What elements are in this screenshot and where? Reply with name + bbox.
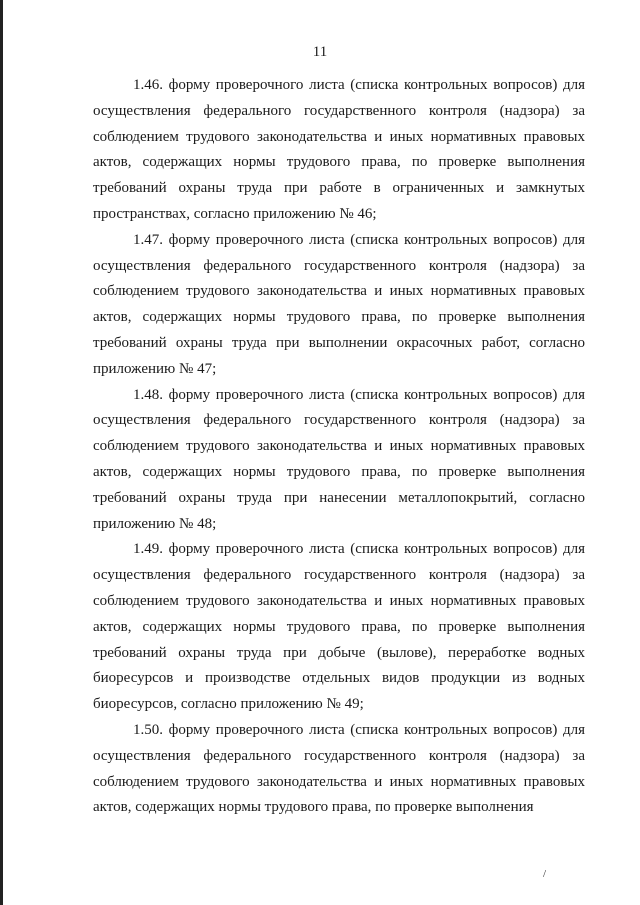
scan-edge: [0, 0, 3, 905]
paragraph-1-50: 1.50. форму проверочного листа (списка контрольных вопросов) для осуществления федерального государственного контроля (надзора) за соблюдением трудового законодательства и иных нормативных правовых актов, содержащих нормы трудового права, по проверке выполнения: [93, 721, 585, 816]
document-body: [93, 73, 585, 821]
paragraph-1-48: 1.48. форму проверочного листа (списка контрольных вопросов) для осуществления федерального государственного контроля (надзора) за соблюдением трудового законодательства и иных нормативных правовых актов, содержащих нормы трудового права, по проверке выполнения требований охраны труда при нанесении металлопокрытий, согласно приложению № 48;: [93, 386, 585, 532]
paragraph-1-47: 1.47. форму проверочного листа (списка контрольных вопросов) для осуществления федерального государственного контроля (надзора) за соблюдением трудового законодательства и иных нормативных правовых актов, содержащих нормы трудового права, по проверке выполнения требований охраны труда при выполнении окрасочных работ, согласно приложению № 47;: [93, 231, 585, 377]
page-number: 11: [312, 44, 328, 60]
corner-mark: /: [543, 868, 547, 880]
paragraph-1-49: 1.49. форму проверочного листа (списка контрольных вопросов) для осуществления федерального государственного контроля (надзора) за соблюдением трудового законодательства и иных нормативных правовых актов, содержащих нормы трудового права, по проверке выполнения требований охраны труда при добыче (вылове), переработке водных биоресурсов и производстве отдельных видов продукции из водных биоресурсов, согласно приложению № 49;: [93, 541, 585, 713]
paragraph-1-46: 1.46. форму проверочного листа (списка контрольных вопросов) для осуществления федерального государственного контроля (надзора) за соблюдением трудового законодательства и иных нормативных правовых актов, содержащих нормы трудового права, по проверке выполнения требований охраны труда при работе в ограниченных и замкнутых пространствах, согласно приложению № 46;: [93, 77, 585, 222]
